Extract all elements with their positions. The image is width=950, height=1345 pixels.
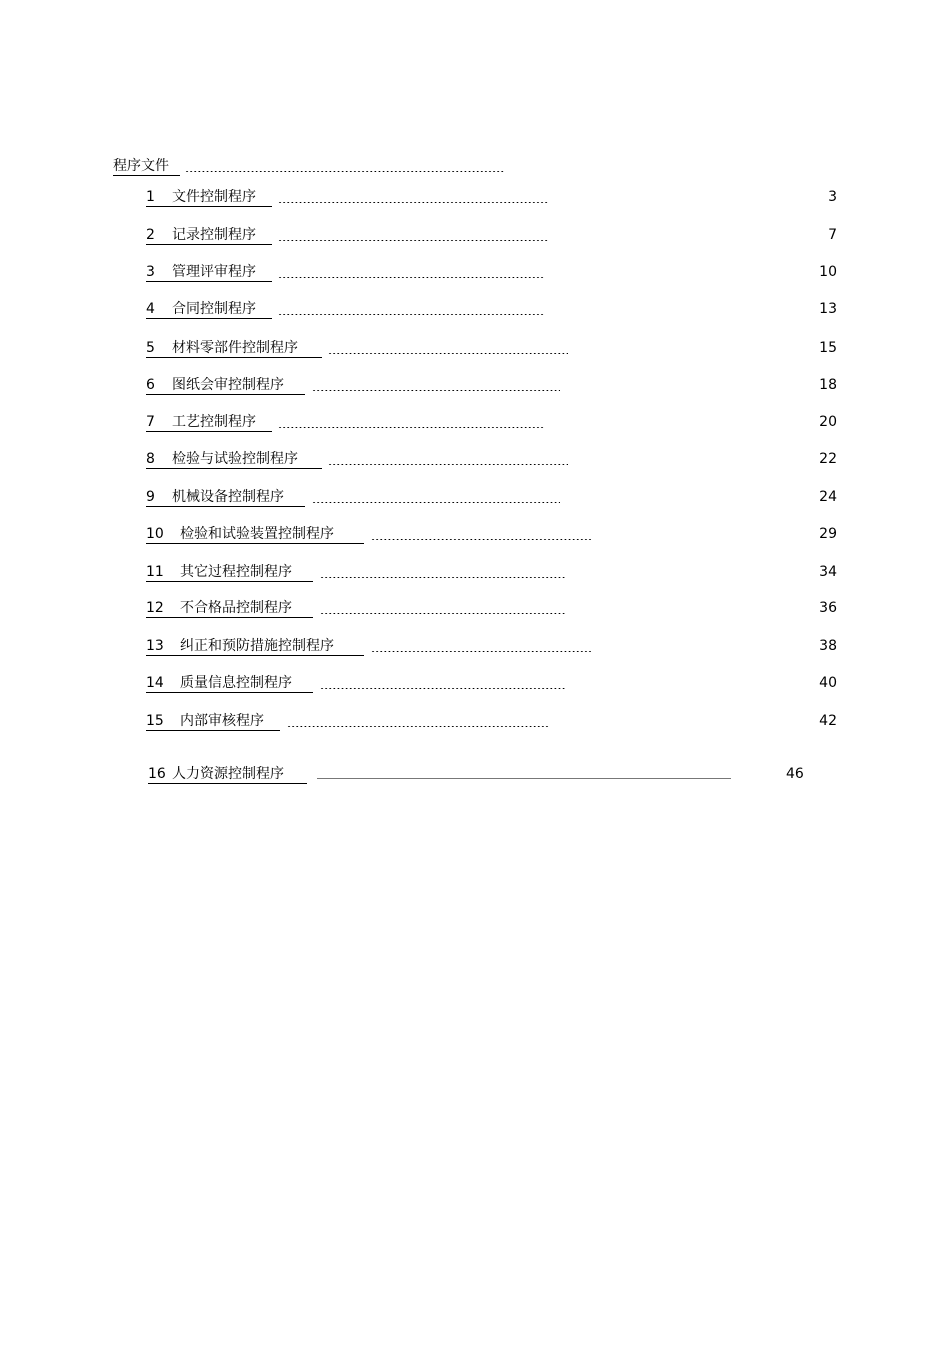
toc-entry-number: 8 — [146, 451, 155, 467]
toc-entry-label — [146, 299, 272, 319]
leader-dots — [371, 524, 591, 544]
toc-entry[interactable] — [146, 299, 846, 319]
toc-entry-label — [146, 711, 280, 731]
toc-entry-label — [146, 412, 272, 432]
toc-entry-label — [146, 673, 313, 693]
toc-entry-page: 22 — [819, 451, 837, 467]
leader-dots — [371, 636, 591, 656]
toc-entry-page: 24 — [819, 489, 837, 505]
toc-entry-label — [146, 487, 305, 507]
leader-dots — [278, 262, 544, 282]
toc-entry-title: 图纸会审控制程序 — [172, 377, 284, 393]
leader-dots — [278, 225, 548, 245]
toc-heading — [113, 156, 180, 176]
toc-entry-number: 13 — [146, 638, 164, 654]
toc-entry-page: 18 — [819, 377, 837, 393]
toc-entry-number: 11 — [146, 564, 164, 580]
toc-entry-label — [146, 375, 305, 395]
toc-entry[interactable] — [146, 412, 846, 432]
toc-entry[interactable] — [146, 598, 846, 618]
toc-entry-title: 材料零部件控制程序 — [172, 340, 298, 356]
toc-entry-page: 29 — [819, 526, 837, 542]
leader-dots — [320, 562, 565, 582]
toc-entry-page: 36 — [819, 600, 837, 616]
toc-entry-label — [146, 598, 313, 618]
toc-entry-number: 4 — [146, 301, 155, 317]
leader-dots — [278, 412, 544, 432]
toc-entry-page: 38 — [819, 638, 837, 654]
toc-entry-title: 不合格品控制程序 — [180, 600, 292, 616]
toc-entry[interactable] — [146, 711, 846, 731]
leader-dashes — [317, 764, 731, 784]
toc-entry-number: 10 — [146, 526, 164, 542]
toc-entry-number: 6 — [146, 377, 155, 393]
leader-dots — [320, 673, 565, 693]
leader-dots — [278, 299, 544, 319]
toc-entry-label — [146, 187, 272, 207]
leader-dots — [328, 338, 568, 358]
toc-entry-label — [146, 524, 364, 544]
leader-dots — [312, 487, 560, 507]
toc-entry-title: 机械设备控制程序 — [172, 489, 284, 505]
leader-dots — [287, 711, 549, 731]
toc-entry-page: 46 — [786, 766, 804, 782]
toc-entry[interactable] — [146, 338, 846, 358]
toc-entry[interactable] — [148, 764, 808, 784]
toc-entry-number: 1 — [146, 189, 155, 205]
toc-entry[interactable] — [146, 487, 846, 507]
toc-entry-title: 记录控制程序 — [172, 227, 256, 243]
toc-entry-title: 工艺控制程序 — [172, 414, 256, 430]
toc-entry-page: 7 — [828, 227, 837, 243]
toc-entry-title: 其它过程控制程序 — [180, 564, 292, 580]
toc-entry-title: 质量信息控制程序 — [180, 675, 292, 691]
toc-entry-label — [146, 636, 364, 656]
toc-entry[interactable] — [146, 262, 846, 282]
toc-entry[interactable] — [146, 225, 846, 245]
toc-entry-title: 内部审核程序 — [180, 713, 264, 729]
toc-entry-title: 检验和试验装置控制程序 — [180, 526, 334, 542]
toc-entry-number: 7 — [146, 414, 155, 430]
leader-dots — [278, 187, 548, 207]
leader-dots — [185, 156, 505, 176]
toc-entry[interactable] — [146, 636, 846, 656]
toc-entry-page: 20 — [819, 414, 837, 430]
toc-entry-page: 3 — [828, 189, 837, 205]
toc-entry[interactable] — [146, 375, 846, 395]
toc-entry[interactable] — [146, 449, 846, 469]
toc-entry-title: 纠正和预防措施控制程序 — [180, 638, 334, 654]
toc-entry-number: 3 — [146, 264, 155, 280]
toc-entry-number: 14 — [146, 675, 164, 691]
toc-entry-label — [146, 262, 272, 282]
toc-entry-label — [148, 764, 307, 784]
toc-entry-title: 文件控制程序 — [172, 189, 256, 205]
toc-entry-page: 10 — [819, 264, 837, 280]
toc-entry-number: 12 — [146, 600, 164, 616]
leader-dots — [320, 598, 565, 618]
toc-entry-number: 2 — [146, 227, 155, 243]
toc-entry-number: 5 — [146, 340, 155, 356]
toc-entry-title: 检验与试验控制程序 — [172, 451, 298, 467]
toc-entry[interactable] — [146, 524, 846, 544]
toc-entry-label — [146, 562, 313, 582]
toc-entry[interactable] — [146, 673, 846, 693]
toc-entry-page: 13 — [819, 301, 837, 317]
leader-dots — [312, 375, 560, 395]
toc-entry-title: 管理评审程序 — [172, 264, 256, 280]
toc-entry-number: 9 — [146, 489, 155, 505]
toc-entry-label — [146, 225, 272, 245]
toc-entry-title: 合同控制程序 — [172, 301, 256, 317]
toc-heading-line — [113, 156, 513, 176]
toc-entry-title: 人力资源控制程序 — [172, 766, 284, 782]
toc-entry-page: 34 — [819, 564, 837, 580]
toc-entry-page: 15 — [819, 340, 837, 356]
leader-dots — [328, 449, 568, 469]
toc-entry-number: 15 — [146, 713, 164, 729]
toc-entry-label — [146, 338, 322, 358]
toc-entry-page: 40 — [819, 675, 837, 691]
toc-entry[interactable] — [146, 187, 846, 207]
toc-heading-text: 程序文件 — [113, 158, 169, 174]
toc-entry[interactable] — [146, 562, 846, 582]
toc-entry-page: 42 — [819, 713, 837, 729]
toc-entry-number: 16 — [148, 766, 166, 782]
toc-entry-label — [146, 449, 322, 469]
